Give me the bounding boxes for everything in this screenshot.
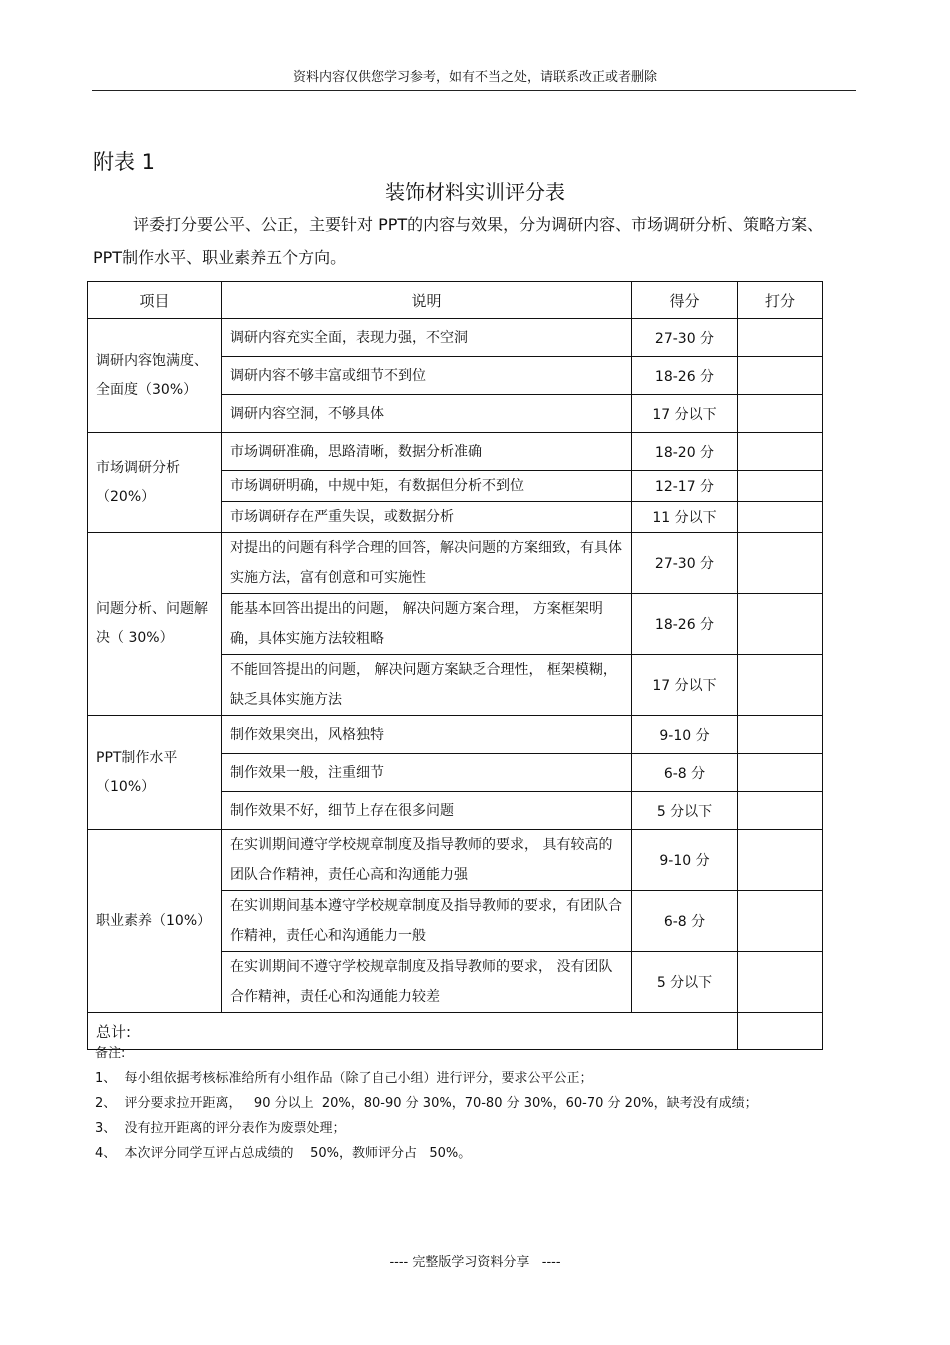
- category-cell: 市场调研分析（20%）: [88, 433, 222, 533]
- category-cell: 职业素养（10%）: [88, 830, 222, 1013]
- grade-input-cell[interactable]: [738, 792, 823, 830]
- category-cell: 问题分析、问题解决（ 30%）: [88, 533, 222, 716]
- note-item: 2、 评分要求拉开距离， 90 分以上 20%，80-90 分 30%，70-80 分 30%，60-70 分 20%，缺考没有成绩；: [95, 1096, 758, 1111]
- score-range: 9-10 分: [632, 716, 738, 754]
- grade-input-cell[interactable]: [738, 655, 823, 716]
- grade-input-cell[interactable]: [738, 716, 823, 754]
- score-range: 18-20 分: [632, 433, 738, 471]
- score-range: 6-8 分: [632, 891, 738, 952]
- score-range: 5 分以下: [632, 792, 738, 830]
- score-range: 17 分以下: [632, 395, 738, 433]
- criteria-description: 不能回答提出的问题， 解决问题方案缺乏合理性， 框架模糊，缺乏具体实施方法: [222, 655, 632, 716]
- table-header-row: [88, 282, 823, 319]
- category-cell: PPT制作水平（10%）: [88, 716, 222, 830]
- grade-input-cell[interactable]: [738, 594, 823, 655]
- appendix-label: 附表 1: [93, 150, 156, 174]
- note-item: 1、 每小组依据考核标准给所有小组作品（除了自己小组）进行评分，要求公平公正；: [95, 1071, 593, 1086]
- notes-title: 备注:: [95, 1046, 126, 1061]
- page-title: 装饰材料实训评分表: [385, 180, 565, 204]
- criteria-description: 在实训期间遵守学校规章制度及指导教师的要求， 具有较高的团队合作精神，责任心高和沟通能力强: [222, 830, 632, 891]
- header-grade: 打分: [738, 282, 823, 319]
- criteria-description: 能基本回答出提出的问题， 解决问题方案合理， 方案框架明确，具体实施方法较粗略: [222, 594, 632, 655]
- criteria-description: 调研内容不够丰富或细节不到位: [222, 357, 632, 395]
- score-range: 18-26 分: [632, 357, 738, 395]
- criteria-description: 制作效果不好，细节上存在很多问题: [222, 792, 632, 830]
- criteria-description: 调研内容空洞，不够具体: [222, 395, 632, 433]
- grade-input-cell[interactable]: [738, 471, 823, 502]
- score-range: 17 分以下: [632, 655, 738, 716]
- intro-paragraph: 评委打分要公平、公正，主要针对 PPT的内容与效果，分为调研内容、市场调研分析、策略方案、 PPT制作水平、职业素养五个方向。: [93, 215, 824, 267]
- grade-input-cell[interactable]: [738, 395, 823, 433]
- table-row: [88, 533, 823, 594]
- scoring-table: [87, 281, 823, 1050]
- header-item: 项目: [88, 282, 222, 319]
- criteria-description: 调研内容充实全面，表现力强，不空洞: [222, 319, 632, 357]
- criteria-description: 制作效果突出，风格独特: [222, 716, 632, 754]
- criteria-description: 在实训期间基本遵守学校规章制度及指导教师的要求，有团队合作精神，责任心和沟通能力一般: [222, 891, 632, 952]
- score-range: 27-30 分: [632, 533, 738, 594]
- table-row: [88, 830, 823, 891]
- criteria-description: 市场调研存在严重失误，或数据分析: [222, 502, 632, 533]
- grade-input-cell[interactable]: [738, 357, 823, 395]
- score-range: 9-10 分: [632, 830, 738, 891]
- total-label: 总计:: [88, 1013, 738, 1050]
- header-rule: [92, 90, 856, 91]
- criteria-description: 在实训期间不遵守学校规章制度及指导教师的要求， 没有团队合作精神，责任心和沟通能力较差: [222, 952, 632, 1013]
- page-header: 资料内容仅供您学习参考，如有不当之处，请联系改正或者删除: [292, 70, 657, 85]
- category-cell: 调研内容饱满度、全面度（30%）: [88, 319, 222, 433]
- table-row: [88, 319, 823, 357]
- table-row: [88, 716, 823, 754]
- criteria-description: 对提出的问题有科学合理的回答，解决问题的方案细致，有具体实施方法，富有创意和可实施性: [222, 533, 632, 594]
- grade-input-cell[interactable]: [738, 319, 823, 357]
- note-item: 3、 没有拉开距离的评分表作为废票处理；: [95, 1121, 346, 1136]
- grade-input-cell[interactable]: [738, 754, 823, 792]
- score-range: 12-17 分: [632, 471, 738, 502]
- criteria-description: 市场调研明确，中规中矩，有数据但分析不到位: [222, 471, 632, 502]
- grade-input-cell[interactable]: [738, 502, 823, 533]
- header-score: 得分: [632, 282, 738, 319]
- grade-input-cell[interactable]: [738, 433, 823, 471]
- header-description: 说明: [222, 282, 632, 319]
- criteria-description: 制作效果一般，注重细节: [222, 754, 632, 792]
- score-range: 11 分以下: [632, 502, 738, 533]
- grade-input-cell[interactable]: [738, 830, 823, 891]
- grade-input-cell[interactable]: [738, 533, 823, 594]
- score-range: 27-30 分: [632, 319, 738, 357]
- score-range: 6-8 分: [632, 754, 738, 792]
- note-item: 4、 本次评分同学互评占总成绩的 50%，教师评分占 50%。: [95, 1146, 472, 1161]
- table-row: [88, 433, 823, 471]
- score-range: 18-26 分: [632, 594, 738, 655]
- grade-input-cell[interactable]: [738, 891, 823, 952]
- criteria-description: 市场调研准确，思路清晰，数据分析准确: [222, 433, 632, 471]
- page-footer: ---- 完整版学习资料分享 ----: [389, 1255, 561, 1270]
- score-range: 5 分以下: [632, 952, 738, 1013]
- notes-section: [95, 1041, 855, 1166]
- grade-input-cell[interactable]: [738, 952, 823, 1013]
